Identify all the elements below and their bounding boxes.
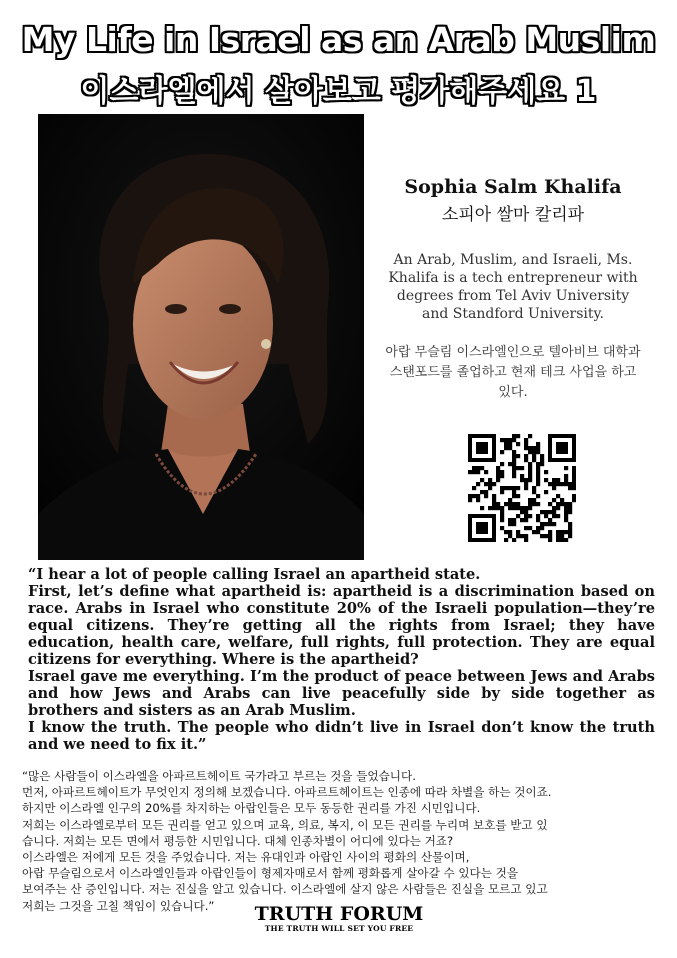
profile-description-korean: 아랍 무슬림 이스라엘인으로 텔아비브 대학과 스탠포드를 졸업하고 현재 테크 사업을 하고 있다. xyxy=(385,345,641,400)
quote-korean-line: 하지만 이스라엘 인구의 20%를 차지하는 아랍인들은 모두 동등한 권리를 가진 시민입니다. xyxy=(22,801,481,816)
quote-korean-line: 아랍 무슬림으로서 이스라엘인들과 아랍인들이 형제자매로서 함께 평화롭게 살아갈 수 있다는 것을 xyxy=(22,866,519,881)
quote-korean-line: 저희는 이스라엘로부터 모든 권리를 얻고 있으며 교육, 의료, 복지, 이 모든 권리를 누리며 보호를 받고 있 xyxy=(22,817,548,832)
poster-title-english: My Life in Israel as an Arab Muslim xyxy=(21,20,656,59)
quote-english-paragraph: I know the truth. The people who didn’t live in Israel don’t know the truth and we need to fix it.” xyxy=(28,719,655,753)
quote-korean-line: “많은 사람들이 이스라엘을 아파르트헤이트 국가라고 부르는 것을 들었습니다. xyxy=(22,769,416,783)
profile-name-korean: 소피아 쌀마 칼리파 xyxy=(441,205,585,225)
logo-tagline: THE TRUTH WILL SET YOU FREE xyxy=(264,924,414,933)
quote-korean-line: 습니다. 저희는 모든 면에서 평등한 시민입니다. 대체 인종차별이 어디에 있다는 거죠? xyxy=(22,833,454,848)
quote-english-paragraph: Israel gave me everything. I’m the product of peace between Jews and Arabs and how Jews and Arabs can live peacefully side by side together as brothers and sisters as an Arab Muslim. xyxy=(28,668,655,719)
quote-english xyxy=(28,566,655,753)
quote-korean xyxy=(22,768,657,914)
quote-english-paragraph: “I hear a lot of people calling Israel an apartheid state. xyxy=(28,566,481,583)
quote-korean-line: 이스라엘은 저에게 모든 것을 주었습니다. 저는 유대인과 아랍인 사이의 평화의 산물이며, xyxy=(22,850,470,865)
truth-forum-logo xyxy=(254,904,424,933)
quote-english-paragraph: First, let’s define what apartheid is: apartheid is a discrimination based on race. Arabs in Israel who constitute 20% of the Israeli population—they’re equal citizens. They’re getting all the rights from Israel; they have education, health care, welfare, full rights, full protection. They are equal citizens for everything. Where is the apartheid? xyxy=(28,583,655,668)
profile-bio xyxy=(382,176,644,403)
poster-title-korean: 이스라엘에서 살아보고 평가해주세요 1 xyxy=(80,74,597,109)
portrait-photo xyxy=(38,114,364,560)
profile-description-english: An Arab, Muslim, and Israeli, Ms. Khalifa is a tech entrepreneur with degrees from Tel Aviv University and Standford University. xyxy=(388,252,638,322)
qr-code-icon[interactable] xyxy=(468,434,576,542)
profile-name-english: Sophia Salm Khalifa xyxy=(404,176,622,198)
quote-korean-line: 먼저, 아파르트헤이트가 무엇인지 정의해 보겠습니다. 아파르트헤이트는 인종에 따라 차별을 하는 것이죠. xyxy=(22,785,552,800)
logo-name: TRUTH FORUM xyxy=(254,903,424,925)
quote-korean-line: 저희는 그것을 고칠 책임이 있습니다.” xyxy=(22,898,215,913)
quote-korean-line: 보여주는 산 증인입니다. 저는 진실을 알고 있습니다. 이스라엘에 살지 않은 사람들은 진실을 모르고 있고 xyxy=(22,882,548,897)
